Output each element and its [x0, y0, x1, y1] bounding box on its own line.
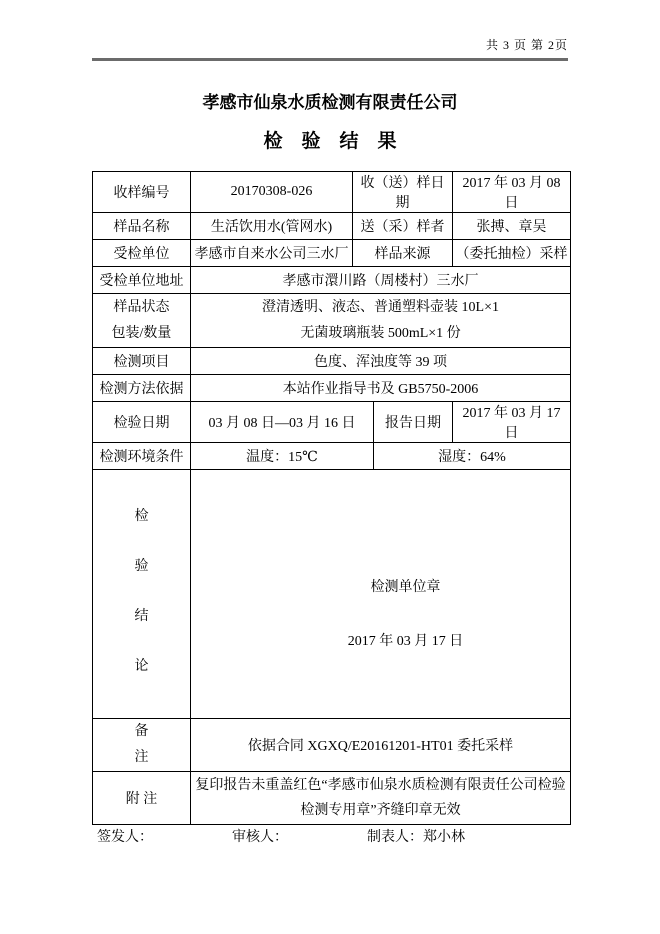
remark-value: 依据合同 XGXQ/E20161201-HT01 委托采样 — [191, 719, 571, 772]
sample-source-label: 样品来源 — [353, 240, 453, 267]
sample-no-value: 20170308-026 — [191, 172, 353, 213]
receive-date-label: 收（送）样日期 — [353, 172, 453, 213]
inspected-unit-label: 受检单位 — [93, 240, 191, 267]
test-date-value: 03 月 08 日—03 月 16 日 — [191, 402, 374, 443]
table-row — [93, 443, 571, 470]
sample-state-value-line2: 无菌玻璃瓶装 500mL×1 份 — [300, 325, 461, 341]
table-row — [93, 213, 571, 240]
conclusion-char-4: 论 — [134, 659, 149, 674]
preparer-label: 制表人：郑小林 — [367, 830, 465, 845]
sampler-value: 张搏、章吴 — [453, 213, 571, 240]
test-items-label: 检测项目 — [93, 348, 191, 375]
environment-humidity: 湿度：64% — [374, 443, 571, 470]
header-rule — [92, 58, 568, 61]
conclusion-content — [191, 470, 571, 719]
receive-date-value: 2017 年 03 月 08 日 — [453, 172, 571, 213]
inspected-unit-value: 孝感市自来水公司三水厂 — [191, 240, 353, 267]
issuer-label: 签发人： — [97, 830, 153, 845]
environment-temperature: 温度：15℃ — [191, 443, 374, 470]
company-title: 孝感市仙泉水质检测有限责任公司 — [202, 93, 458, 112]
environment-label: 检测环境条件 — [93, 443, 191, 470]
conclusion-date: 2017 年 03 月 17 日 — [347, 634, 464, 649]
sample-no-label: 收样编号 — [93, 172, 191, 213]
test-items-value: 色度、浑浊度等 39 项 — [191, 348, 571, 375]
report-table — [92, 171, 571, 825]
sampler-label: 送（采）样者 — [353, 213, 453, 240]
table-row — [93, 294, 571, 348]
table-row — [93, 470, 571, 719]
sample-state-label-line1: 样品状态 — [113, 299, 170, 315]
table-row — [93, 375, 571, 402]
table-row — [93, 267, 571, 294]
sample-state-label — [93, 294, 191, 348]
unit-address-label: 受检单位地址 — [93, 267, 191, 294]
conclusion-char-2: 验 — [134, 559, 149, 574]
sample-source-value: （委托抽检）采样 — [453, 240, 571, 267]
remark-char-1: 备 — [134, 724, 149, 739]
sample-name-label: 样品名称 — [93, 213, 191, 240]
sample-state-value-line1: 澄清透明、液态、普通塑料壶装 10L×1 — [262, 299, 499, 315]
remark-char-2: 注 — [134, 750, 149, 765]
table-row — [93, 348, 571, 375]
test-date-label: 检验日期 — [93, 402, 191, 443]
report-title: 检 验 结 果 — [263, 131, 397, 152]
sample-state-label-line2: 包装/数量 — [111, 325, 172, 341]
conclusion-label — [93, 470, 191, 719]
conclusion-label-chars — [95, 489, 188, 699]
remark-label — [93, 719, 191, 772]
table-row — [93, 719, 571, 772]
sample-name-value: 生活饮用水(管网水) — [191, 213, 353, 240]
stamp-placeholder-text: 检测单位章 — [370, 580, 441, 595]
unit-address-value: 孝感市澴川路（周楼村）三水厂 — [191, 267, 571, 294]
note-value: 复印报告未重盖红色“孝感市仙泉水质检测有限责任公司检验检测专用章”齐缝印章无效 — [191, 772, 571, 825]
report-date-label: 报告日期 — [374, 402, 453, 443]
table-row — [93, 402, 571, 443]
note-label: 附 注 — [93, 772, 191, 825]
reviewer-label: 审核人： — [232, 830, 288, 845]
conclusion-char-3: 结 — [134, 609, 149, 624]
page-indicator: 共 3 页 第 2页 — [485, 38, 568, 52]
table-row — [93, 240, 571, 267]
sample-state-value — [191, 294, 571, 348]
table-row — [93, 772, 571, 825]
method-basis-label: 检测方法依据 — [93, 375, 191, 402]
table-row — [93, 172, 571, 213]
report-date-value: 2017 年 03 月 17 日 — [453, 402, 571, 443]
conclusion-char-1: 检 — [134, 509, 149, 524]
method-basis-value: 本站作业指导书及 GB5750-2006 — [191, 375, 571, 402]
